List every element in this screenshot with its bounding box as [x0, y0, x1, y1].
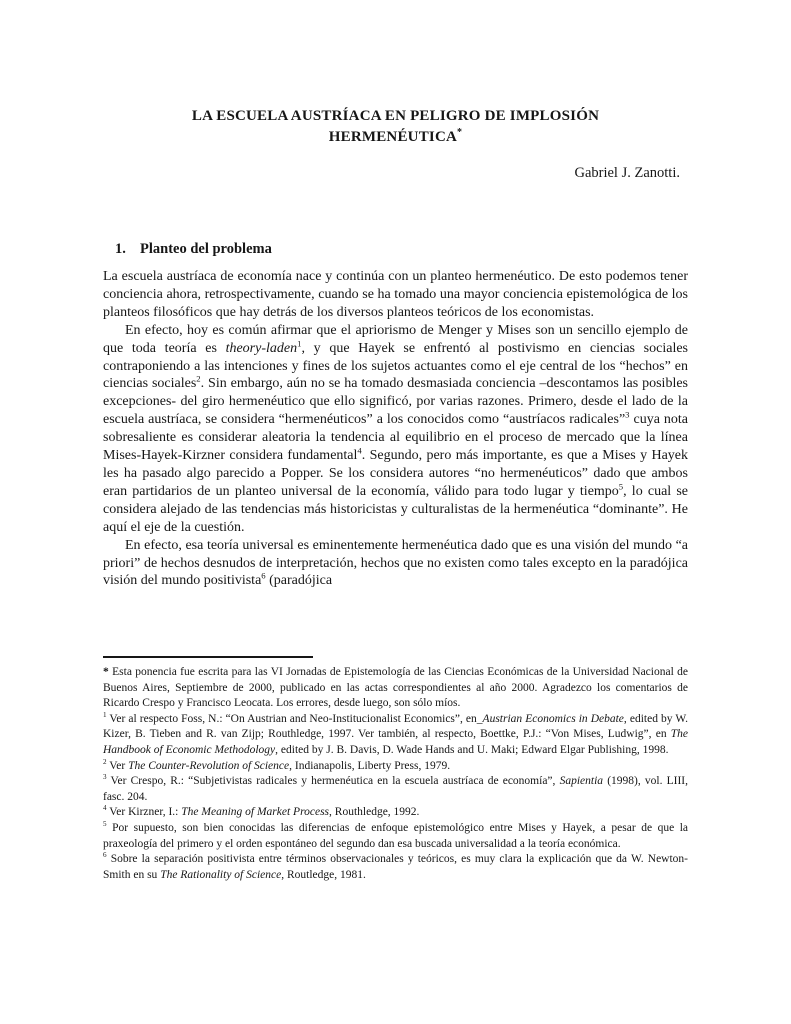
- paper-title-line2-text: HERMENÉUTICA: [328, 129, 458, 145]
- text-segment: Por supuesto, son bien conocidas las diferencias de enfoque epistemológico entre Mises y Hayek, a pesar de que la praxeología del primero y el orden espontáneo del segundo dan esa buscada universalidad a la teoría económica.: [103, 821, 689, 850]
- footnote-star: [103, 665, 688, 712]
- footnote-3: [103, 774, 688, 805]
- footnote-2: [103, 759, 688, 775]
- footnote-marker: 6: [103, 851, 107, 860]
- text-segment: cuya nota sobresaliente es considerar aleatoria la tendencia al equilibrio en el proceso de mercado que la línea Mises-Hayek-Kirzner considera fundamental: [103, 412, 689, 464]
- footnote-ref: 5: [618, 481, 624, 492]
- text-segment: The Counter-Revolution of Science: [128, 759, 290, 772]
- text-segment: La escuela austríaca de economía nace y continúa con un planteo hermenéutico. De esto podemos tener conciencia ahora, retrospectivamente, cuando se ha tomado una mayor conciencia epistemológica de los planteos filosóficos que hay detrás de los diversos planteos teóricos de los economistas.: [103, 269, 688, 320]
- text-segment: theory-laden: [225, 340, 298, 356]
- text-segment: Ver Crespo, R.: “Subjetivistas radicales y hermenéutica en la escuela austríaca de economía”,: [110, 775, 560, 788]
- author-name: Gabriel J. Zanotti.: [574, 165, 680, 181]
- text-segment: _: [476, 712, 483, 725]
- footnote-marker: 4: [103, 804, 107, 813]
- text-segment: , edited by J. B. Davis, D. Wade Hands and U. Maki; Edward Elgar Publishing, 1998.: [275, 743, 669, 756]
- text-segment: Ver: [109, 759, 129, 772]
- footnote-ref: 1: [297, 337, 302, 348]
- text-segment: Austrian Economics in Debate: [482, 712, 624, 725]
- text-segment: , Routledge, 1981.: [281, 868, 366, 881]
- footnote-ref: 6: [261, 570, 266, 581]
- footnote-1: [103, 712, 688, 759]
- title-footnote-mark: *: [457, 127, 463, 138]
- section-number: 1.: [115, 241, 126, 257]
- text-segment: The Meaning of Market Process: [181, 806, 330, 819]
- paper-title-line2: [103, 127, 688, 148]
- paragraph: [103, 322, 688, 537]
- text-segment: , Routhledge, 1992.: [329, 806, 420, 819]
- text-segment: Ver Kirzner, I.:: [109, 806, 182, 819]
- text-segment: Sobre la separación positivista entre términos observacionales y teóricos, es muy clara la explicación que da W. Newton-Smith en su: [103, 853, 689, 881]
- footnote-ref: 2: [196, 373, 201, 384]
- footnote-6: [103, 852, 688, 883]
- footnote-4: [103, 805, 688, 821]
- footnote-marker: 2: [103, 757, 107, 766]
- text-segment: , lo cual se considera alejado de las tendencias más historicistas y culturalistas de la hermenéutica “dominante”. He aquí el eje de la cuestión.: [103, 483, 688, 535]
- text-segment: Esta ponencia fue escrita para las VI Jornadas de Epistemología de las Ciencias Económicas de la Universidad Nacional de Buenos Aires, Septiembre de 2000, publicado en las actas correspondientes al año 2000. Agradezco los comentarios de Ricardo Crespo y Francisco Leocata. Los errores, desde luego, son sólo míos.: [103, 666, 689, 710]
- text-segment: , edited by W. Kizer, B. Tieben and R. van Zijp; Routhledge, 1997. Ver también, al respecto, Boettke, P.J.: “Von Mises, Ludwig”, en: [103, 712, 688, 741]
- section-heading: [103, 241, 688, 258]
- text-segment: Sapientia: [559, 775, 604, 788]
- text-segment: The Handbook of Economic Methodology: [103, 728, 688, 756]
- text-segment: The Rationality of Science: [160, 868, 282, 881]
- footnotes: [103, 665, 688, 883]
- paper-title: [103, 106, 688, 148]
- footnote-separator: [103, 656, 313, 658]
- body-text: [103, 268, 688, 590]
- section-title: Planteo del problema: [140, 241, 272, 257]
- footnote-ref: 4: [357, 445, 362, 456]
- text-segment: En efecto, hoy es común afirmar que el apriorismo de Menger y Mises son un sencillo ejemplo de que toda teoría es: [103, 322, 688, 356]
- paper-title-line1: LA ESCUELA AUSTRÍACA EN PELIGRO DE IMPLOSIÓN: [191, 108, 600, 124]
- footnote-marker: *: [103, 666, 109, 678]
- text-segment: , y que Hayek se enfrentó al postivismo en ciencias sociales contraponiendo a las intenciones y fines de los sujetos actuantes como el eje central de los “hechos” en ciencias sociales: [103, 340, 688, 392]
- text-segment: . Sin embargo, aún no se ha tomado desmasiada conciencia –descontamos las posibles excepciones- del giro hermenéutico que ello significó, por varias razones. Primero, desde el lado de la escuela austríaca, se considera “hermenéuticos” a los conocidos como “austríacos radicales”: [103, 376, 688, 428]
- text-segment: Ver al respecto Foss, N.: “On Austrian and Neo-Institucionalist Economics”, en: [109, 712, 477, 725]
- text-segment: En efecto, esa teoría universal es eminentemente hermenéutica dado que es una visión del mundo “a priori” de hechos desnudos de interpretación, hechos que no existen como tales excepto en la paradójica visión del mundo positivista: [103, 537, 688, 589]
- paragraph: [103, 537, 688, 591]
- footnote-marker: 5: [103, 820, 107, 829]
- paragraph: [103, 268, 688, 322]
- footnote-marker: 3: [103, 773, 107, 782]
- footnote-ref: 3: [625, 409, 630, 420]
- author-line: [103, 165, 688, 182]
- text-segment: , Indianapolis, Liberty Press, 1979.: [289, 759, 451, 772]
- text-segment: (paradójica: [265, 573, 333, 589]
- text-segment: (1998), vol. LIII, fasc. 204.: [103, 775, 689, 803]
- text-segment: . Segundo, pero más importante, es que a Mises y Hayek les ha pasado algo parecido a Popper. Se los considera autores “no hermenéuticos” dado que ambos eran partidarios de un planteo universal de la economía, válido para todo lugar y tiempo: [103, 448, 688, 499]
- footnote-marker: 1: [103, 710, 107, 719]
- footnote-5: [103, 821, 688, 852]
